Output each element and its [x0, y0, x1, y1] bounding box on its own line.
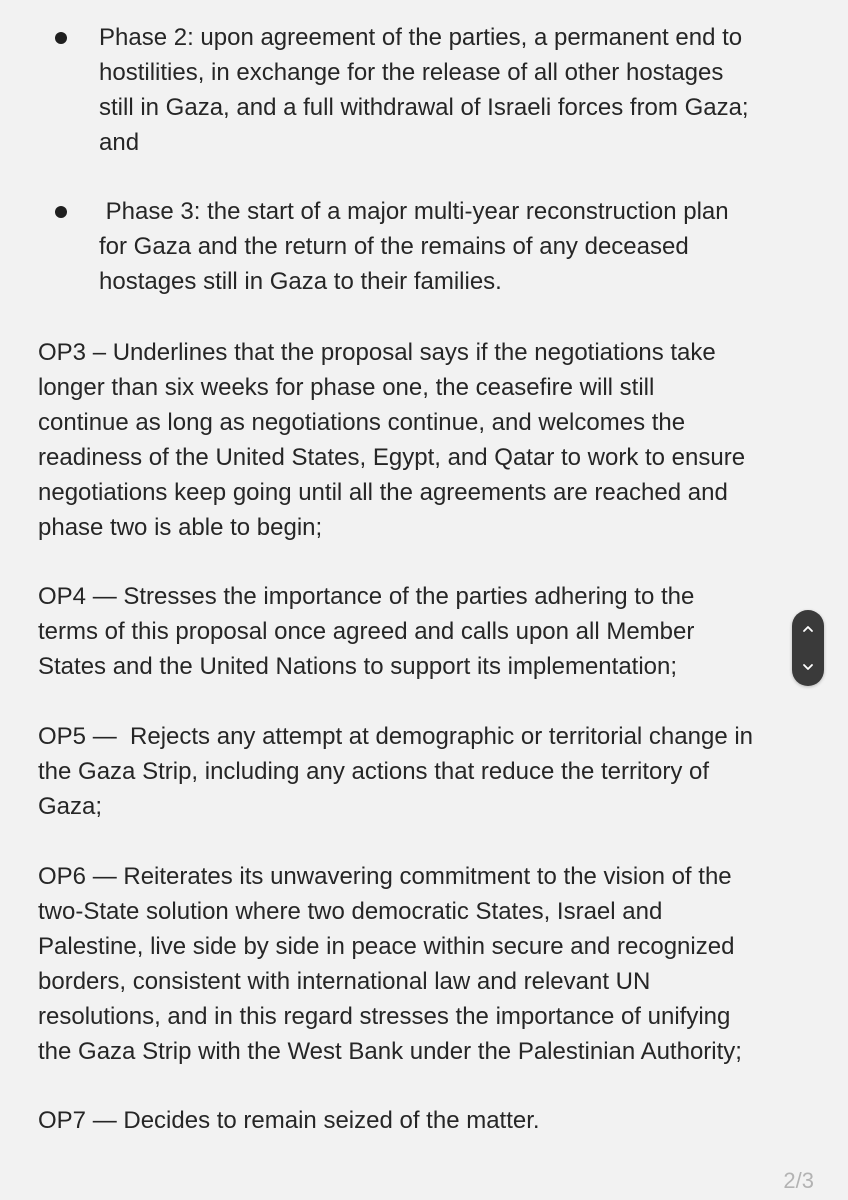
bullet-point	[55, 206, 67, 218]
page-scroll-control	[792, 610, 824, 686]
scroll-up-button[interactable]	[792, 610, 824, 648]
paragraph-op3: OP3 – Underlines that the proposal says if the negotiations take longer than six weeks for phase one, the ceasefire will still continue as long as negotiations continue, and welcomes the readiness of the United States, Egypt, and Qatar to work to ensure negotiations keep going until all the agreements are reached and phase two is able to begin;	[38, 339, 746, 541]
bullet-text-phase-3: Phase 3: the start of a major multi-year reconstruction plan for Gaza and the return of the remains of any deceased hostages still in Gaza to their families.	[99, 198, 729, 295]
paragraph-op4: OP4 — Stresses the importance of the parties adhering to the terms of this proposal once agreed and calls upon all Member States and the United Nations to support its implementation;	[38, 583, 695, 680]
paragraph-op6: OP6 — Reiterates its unwavering commitment to the vision of the two-State solution where two democratic States, Israel and Palestine, live side by side in peace within secure and recognized borders, consistent with international law and relevant UN resolutions, and in this regard stresses the importance of unifying the Gaza Strip with the West Bank under the Palestinian Authority;	[38, 863, 742, 1065]
chevron-down-icon	[801, 660, 815, 674]
paragraph-op5: OP5 — Rejects any attempt at demographic or territorial change in the Gaza Strip, including any actions that reduce the territory of Gaza;	[38, 723, 754, 820]
bullet-point	[55, 32, 67, 44]
paragraph-op7: OP7 — Decides to remain seized of the matter.	[38, 1107, 540, 1134]
bullet-text-phase-2: Phase 2: upon agreement of the parties, a permanent end to hostilities, in exchange for the release of all other hostages still in Gaza, and a full withdrawal of Israeli forces from Gaza; and	[99, 24, 749, 156]
page-indicator: 2/3	[783, 1168, 814, 1193]
chevron-up-icon	[801, 622, 815, 636]
scroll-down-button[interactable]	[792, 648, 824, 686]
